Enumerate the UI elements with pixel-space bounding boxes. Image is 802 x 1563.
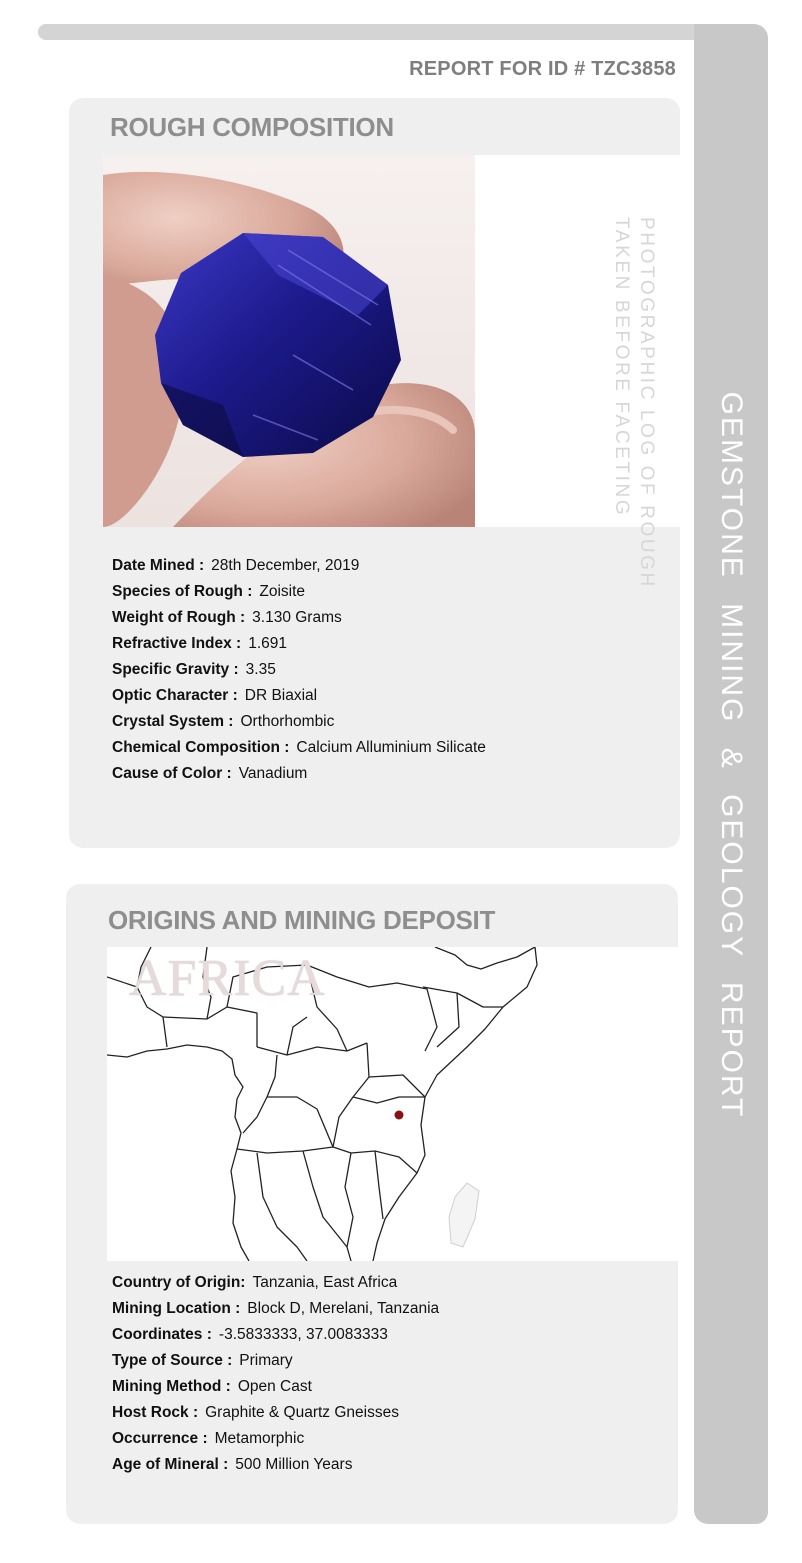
map-label: AFRICA — [129, 950, 326, 1007]
spec-label: Specific Gravity : — [112, 661, 239, 678]
spec-label: Optic Character : — [112, 687, 238, 704]
spec-label: Species of Rough : — [112, 583, 253, 600]
rough-composition-panel — [69, 98, 680, 848]
spec-refractive-index — [112, 634, 486, 660]
spec-mining-method — [112, 1377, 439, 1403]
spec-value: 28th December, 2019 — [211, 557, 360, 574]
spec-label: Refractive Index : — [112, 635, 242, 652]
spec-value: 500 Million Years — [235, 1456, 353, 1473]
spec-value: Open Cast — [237, 1378, 312, 1395]
mine-location-marker — [395, 1111, 404, 1120]
spec-cause-of-color — [112, 764, 486, 790]
spec-host-rock — [112, 1403, 439, 1429]
rough-specs-list — [112, 556, 486, 790]
spec-label: Coordinates : — [112, 1326, 212, 1343]
spec-crystal-system — [112, 712, 486, 738]
spec-optic-character — [112, 686, 486, 712]
spec-value: Calcium Alluminium Silicate — [296, 739, 486, 756]
spec-value: DR Biaxial — [244, 687, 318, 704]
spec-occurrence — [112, 1429, 439, 1455]
spec-coordinates — [112, 1325, 439, 1351]
spec-weight — [112, 608, 486, 634]
spec-mining-location — [112, 1299, 439, 1325]
spec-value: 1.691 — [248, 635, 288, 652]
spec-value: Graphite & Quartz Gneisses — [205, 1404, 399, 1421]
spec-value: Tanzania, East Africa — [252, 1274, 398, 1291]
spec-value: -3.5833333, 37.0083333 — [218, 1326, 388, 1343]
spec-country-of-origin — [112, 1273, 439, 1299]
spec-label: Occurrence : — [112, 1430, 208, 1447]
spec-value: 3.130 Grams — [252, 609, 342, 626]
spec-age-of-mineral — [112, 1455, 439, 1481]
spec-value: Zoisite — [259, 583, 306, 600]
spec-value: 3.35 — [245, 661, 276, 678]
top-decorative-bar — [38, 24, 728, 40]
spec-label: Weight of Rough : — [112, 609, 246, 626]
spec-label: Cause of Color : — [112, 765, 232, 782]
spec-label: Chemical Composition : — [112, 739, 290, 756]
spec-label: Country of Origin: — [112, 1274, 246, 1291]
spec-date-mined — [112, 556, 486, 582]
spec-value: Block D, Merelani, Tanzania — [247, 1300, 440, 1317]
spec-chemical-composition — [112, 738, 486, 764]
spec-value: Metamorphic — [214, 1430, 305, 1447]
spec-type-of-source — [112, 1351, 439, 1377]
photo-caption — [609, 217, 659, 589]
spec-value: Orthorhombic — [240, 713, 335, 730]
spec-label: Type of Source : — [112, 1352, 233, 1369]
spec-value: Vanadium — [238, 765, 308, 782]
spec-label: Date Mined : — [112, 557, 205, 574]
spec-label: Mining Location : — [112, 1300, 241, 1317]
origin-map — [107, 947, 678, 1261]
report-side-title: GEMSTONE MINING & GEOLOGY REPORT — [715, 391, 748, 1119]
spec-label: Crystal System : — [112, 713, 234, 730]
origin-specs-list — [112, 1273, 439, 1481]
spec-label: Host Rock : — [112, 1404, 199, 1421]
rough-gem-photo — [103, 155, 475, 527]
origins-title: ORIGINS AND MINING DEPOSIT — [108, 905, 496, 935]
spec-specific-gravity — [112, 660, 486, 686]
origins-panel — [66, 884, 678, 1524]
spec-species — [112, 582, 486, 608]
photo-caption-line-1: PHOTOGRAPHIC LOG OF ROUGH — [636, 217, 657, 589]
spec-label: Age of Mineral : — [112, 1456, 229, 1473]
photo-caption-line-2: TAKEN BEFORE FACETING — [611, 217, 632, 518]
spec-value: Primary — [239, 1352, 293, 1369]
spec-label: Mining Method : — [112, 1378, 231, 1395]
rough-composition-title: ROUGH COMPOSITION — [110, 112, 394, 142]
report-id-heading: REPORT FOR ID # TZC3858 — [409, 58, 676, 80]
